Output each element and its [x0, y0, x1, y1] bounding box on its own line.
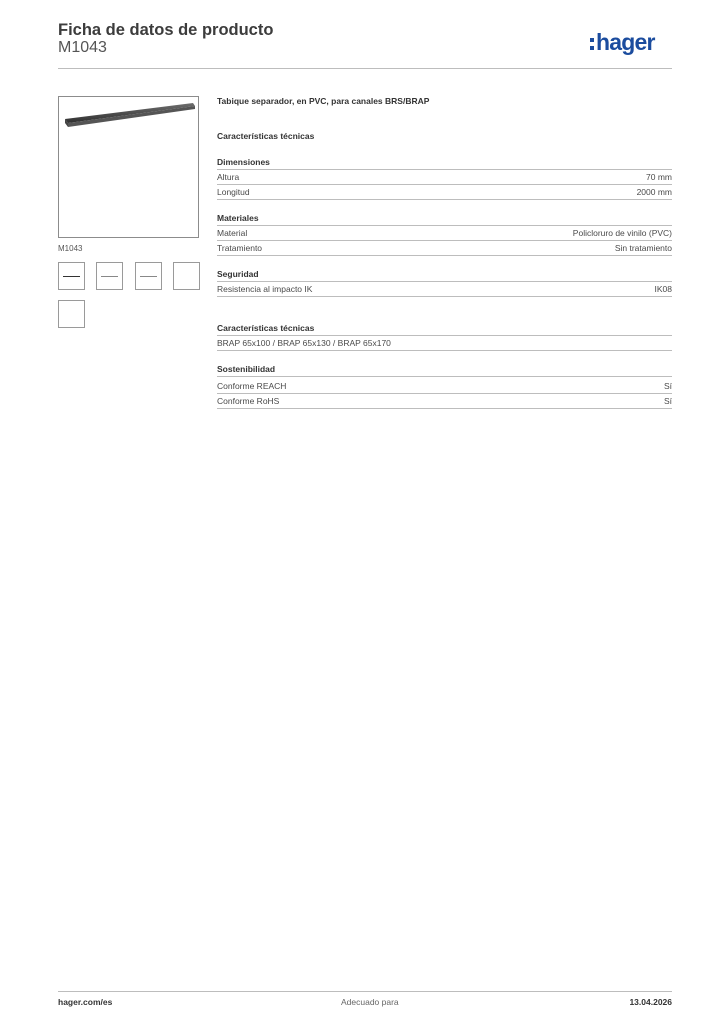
separator-profile-icon — [59, 97, 198, 237]
thumbnail-2[interactable] — [96, 262, 123, 290]
spec-row — [217, 379, 672, 394]
spec-label: Conforme REACH — [217, 381, 287, 391]
product-description: Tabique separador, en PVC, para canales BRS/BRAP — [217, 96, 430, 106]
section-heading-compatibility: Características técnicas — [217, 321, 672, 336]
thumbnail-1[interactable] — [58, 262, 85, 290]
spec-value: Sí — [663, 396, 672, 406]
section-heading-dimensions: Dimensiones — [217, 155, 672, 170]
spec-label: Longitud — [217, 187, 250, 197]
spec-label: Tratamiento — [217, 243, 263, 253]
image-caption: M1043 — [58, 244, 83, 253]
thumbnail-4[interactable] — [173, 262, 200, 290]
footer-divider — [58, 991, 672, 992]
spec-row — [217, 170, 672, 185]
thumbnail-5[interactable] — [58, 300, 85, 328]
hager-logo — [590, 27, 655, 57]
spec-label: Material — [217, 228, 248, 238]
spec-label: Altura — [217, 172, 240, 182]
spec-label: Resistencia al impacto IK — [217, 284, 313, 294]
footer-website-link[interactable]: hager.com/es — [58, 997, 113, 1007]
footer-date: 13.04.2026 — [629, 997, 672, 1007]
spec-row — [217, 336, 672, 351]
spec-row — [217, 226, 672, 241]
spec-value: Sí — [663, 381, 672, 391]
logo-dots-icon — [590, 38, 594, 50]
header-divider — [58, 68, 672, 69]
separator-front-view-icon — [63, 276, 80, 277]
spec-value: IK08 — [654, 284, 672, 294]
spec-row — [217, 394, 672, 409]
section-heading-sustainability: Sostenibilidad — [217, 362, 672, 377]
spec-label: Conforme RoHS — [217, 396, 280, 406]
spec-value: 70 mm — [646, 172, 672, 182]
thumbnail-3[interactable] — [135, 262, 162, 290]
spec-value: 2000 mm — [636, 187, 672, 197]
section-heading-materials: Materiales — [217, 211, 672, 226]
separator-side-view-icon — [101, 276, 118, 277]
spec-value: Policloruro de vinilo (PVC) — [572, 228, 672, 238]
spec-content — [217, 94, 672, 409]
spec-value: Sin tratamiento — [614, 243, 672, 253]
product-image[interactable] — [58, 96, 199, 238]
logo-wordmark: hager — [596, 28, 655, 55]
spec-label: BRAP 65x100 / BRAP 65x130 / BRAP 65x170 — [217, 338, 391, 348]
tech-characteristics-heading: Características técnicas — [217, 131, 315, 141]
spec-row — [217, 282, 672, 297]
section-heading-safety: Seguridad — [217, 267, 672, 282]
spec-row — [217, 185, 672, 200]
spec-row — [217, 241, 672, 256]
footer-suitable-for: Adecuado para — [341, 997, 399, 1007]
separator-top-view-icon — [140, 276, 157, 277]
product-code: M1043 — [58, 39, 107, 56]
page-title: Ficha de datos de producto — [58, 21, 274, 39]
